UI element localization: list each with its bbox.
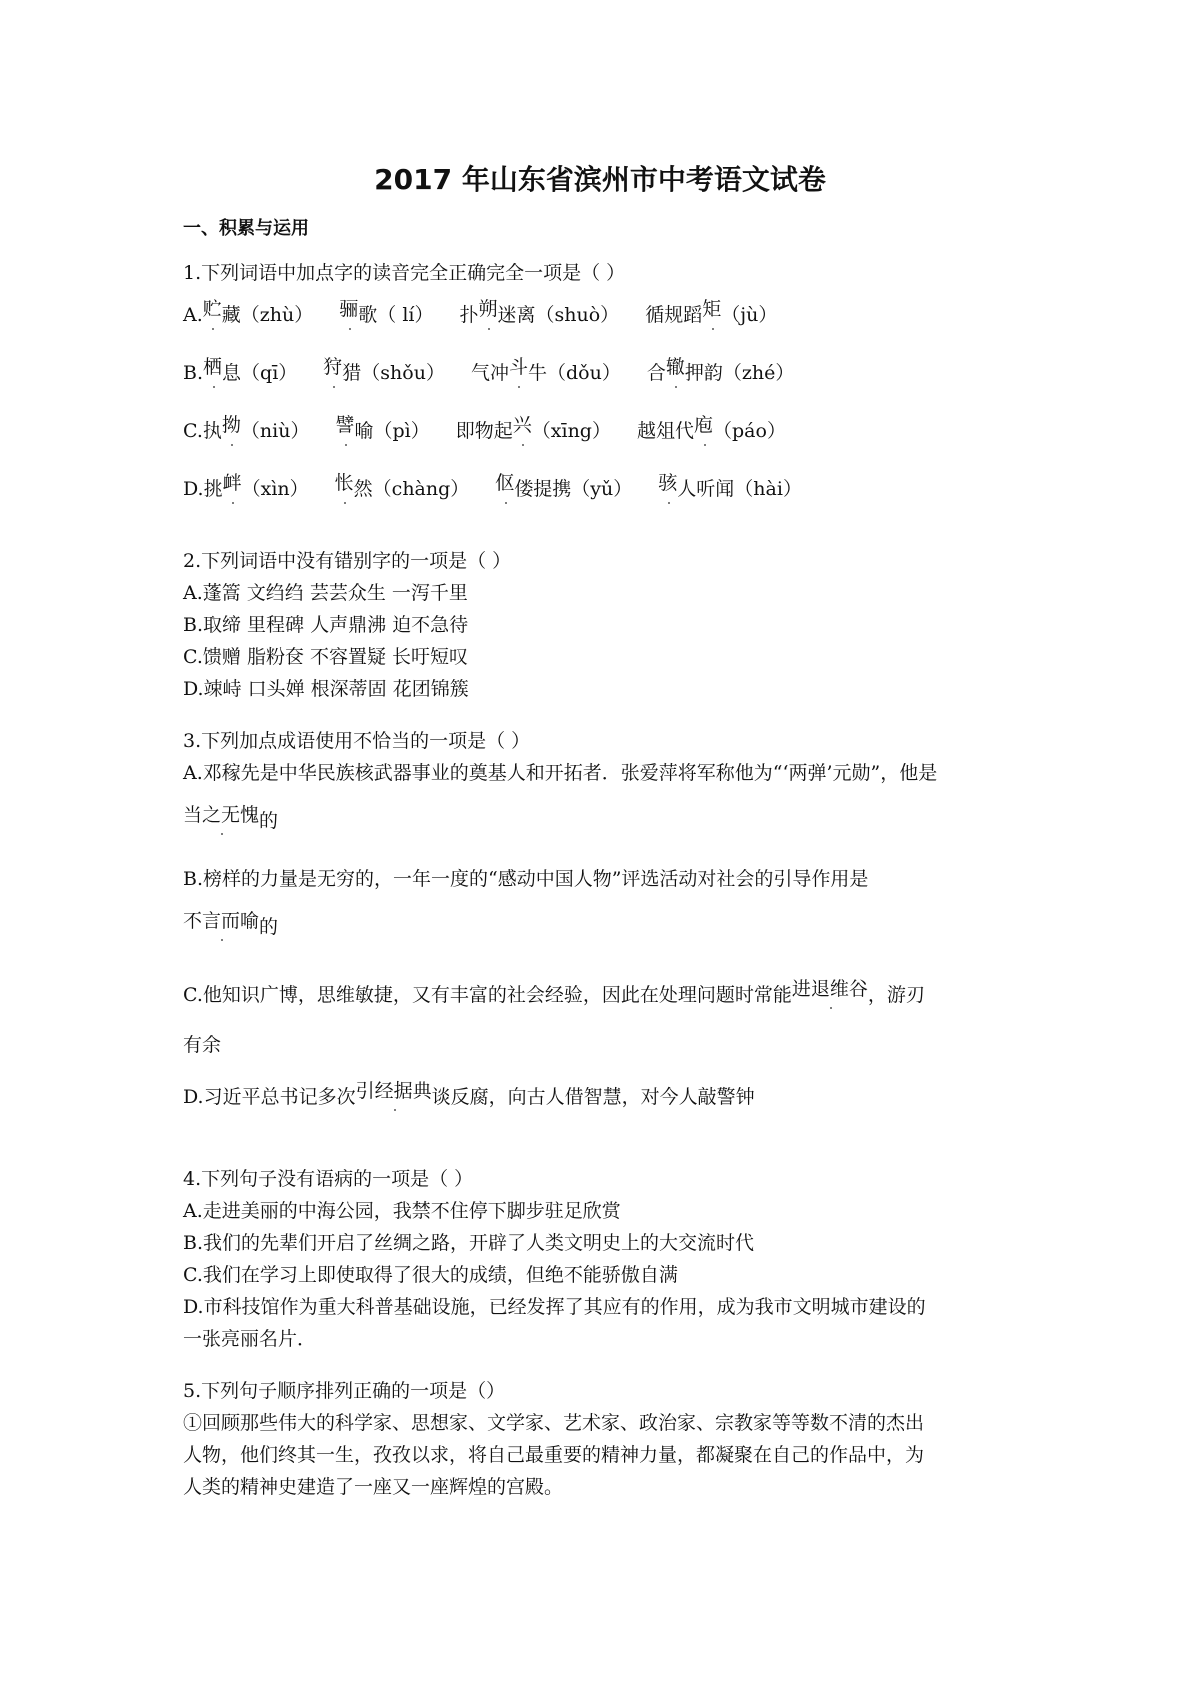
question-3-option-c-line2: 有余 — [183, 1034, 222, 1056]
question-5-stem: 5.下列句子顺序排列正确的一项是（） — [183, 1380, 506, 1402]
question-3-option-a-line1: A.邓稼先是中华民族核武器事业的奠基人和开拓者．张爱萍将军称他为“‘两弹’元勋”，他是 — [183, 762, 938, 784]
question-3-option-a-line2: 当之无愧的 — [183, 804, 279, 832]
question-1-option-d: D.挑衅（xìn） 怅然（chàng） 伛偻提携（yǔ） 骇人听闻（hài） — [183, 474, 802, 501]
question-4-stem: 4.下列句子没有语病的一项是（ ） — [183, 1168, 474, 1190]
question-2-option-d: D.竦峙 口头婵 根深蒂固 花团锦簇 — [183, 678, 469, 700]
question-3-option-b-line1: B.榜样的力量是无穷的，一年一度的“感动中国人物”评选活动对社会的引导作用是 — [183, 868, 869, 890]
question-4-option-b: B.我们的先辈们开启了丝绸之路，开辟了人类文明史上的大交流时代 — [183, 1232, 755, 1254]
question-2-option-b: B.取缔 里程碑 人声鼎沸 迫不急待 — [183, 614, 469, 636]
question-3-option-c-line1: C.他知识广博，思维敏捷，又有丰富的社会经验，因此在处理问题时常能进退维谷，游刃 — [183, 978, 925, 1006]
question-2-option-c: C.馈赠 脂粉奁 不容置疑 长吁短叹 — [183, 646, 469, 668]
question-2-option-a: A.蓬篙 文绉绉 芸芸众生 一泻千里 — [183, 582, 468, 604]
question-3-option-d: D.习近平总书记多次引经据典谈反腐，向古人借智慧，对今人敲警钟 — [183, 1080, 755, 1108]
question-4-option-a: A.走进美丽的中海公园，我禁不住停下脚步驻足欣赏 — [183, 1200, 621, 1222]
question-5-passage-line2: 人物，他们终其一生，孜孜以求，将自己最重要的精神力量，都凝聚在自己的作品中，为 — [183, 1444, 925, 1466]
question-1-option-c: C.执拗（niù） 譬喻（pì） 即物起兴（xīng） 越俎代庖（páo） — [183, 416, 786, 443]
question-5-passage-line3: 人类的精神史建造了一座又一座辉煌的宫殿。 — [183, 1476, 564, 1498]
question-2-stem: 2.下列词语中没有错别字的一项是（ ） — [183, 550, 512, 572]
question-5-passage-line1: ①回顾那些伟大的科学家、思想家、文学家、艺术家、政治家、宗教家等等数不清的杰出 — [183, 1412, 925, 1434]
question-4-option-d-line2: 一张亮丽名片． — [183, 1328, 317, 1350]
question-3-option-b-line2: 不言而喻的 — [183, 910, 279, 938]
section-heading: 一、积累与运用 — [183, 218, 309, 239]
question-4-option-d-line1: D.市科技馆作为重大科普基础设施，已经发挥了其应有的作用，成为我市文明城市建设的 — [183, 1296, 926, 1318]
question-1-stem: 1.下列词语中加点字的读音完全正确完全一项是（ ） — [183, 262, 626, 284]
question-1-option-a: A.贮藏（zhù） 骊歌（ lí） 扑朔迷离（shuò） 循规蹈矩（jù） — [183, 300, 777, 327]
question-3-stem: 3.下列加点成语使用不恰当的一项是（ ） — [183, 730, 531, 752]
question-4-option-c: C.我们在学习上即使取得了很大的成绩，但绝不能骄傲自满 — [183, 1264, 678, 1286]
page-title: 2017 年山东省滨州市中考语文试卷 — [374, 163, 826, 196]
question-1-option-b: B.栖息（qī） 狩猎（shǒu） 气冲斗牛（dǒu） 合辙押韵（zhé） — [183, 358, 794, 385]
